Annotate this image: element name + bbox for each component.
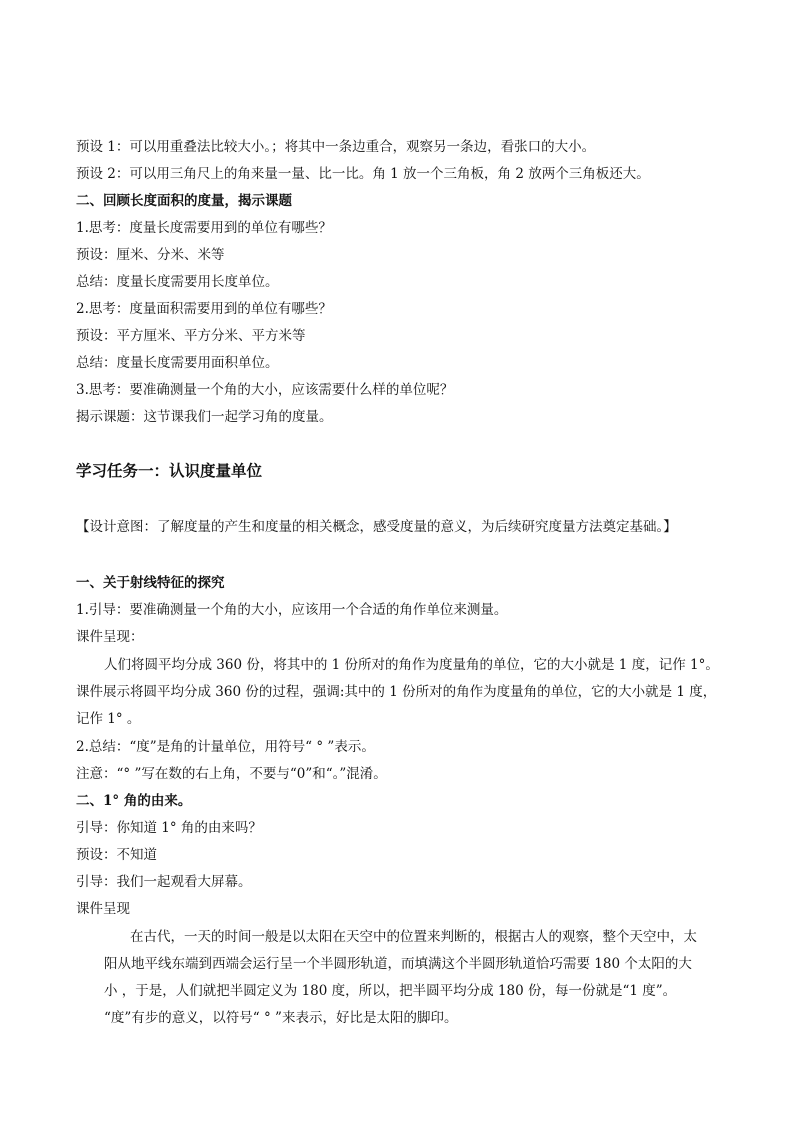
think-length-line: 1.思考：度量长度需要用到的单位有哪些？ bbox=[76, 220, 332, 236]
reveal-topic-line: 揭示课题：这节课我们一起学习角的度量。 bbox=[76, 409, 333, 425]
guide-measure-line: 1.引导：要准确测量一个角的大小，应该用一个合适的角作单位来测量。 bbox=[76, 602, 508, 618]
ancient-paragraph-line-1: 在古代，一天的时间一般是以太阳在天空中的位置来判断的，根据古人的观察，整个天空中，太 bbox=[130, 929, 697, 945]
think-area-line: 2.思考：度量面积需要用到的单位有哪些？ bbox=[76, 301, 332, 317]
section-heading-ray: 一、关于射线特征的探究 bbox=[76, 575, 225, 591]
guide-origin-line: 引导：你知道 1° 角的由来吗？ bbox=[76, 820, 262, 836]
preset-2-line: 预设 2：可以用三角尺上的角来量一量、比一比。角 1 放一个三角板，角 2 放两个三角板还大。 bbox=[76, 166, 650, 182]
preset-unknown-line: 预设：不知道 bbox=[76, 847, 157, 863]
section-heading-review: 二、回顾长度面积的度量，揭示课题 bbox=[76, 193, 292, 209]
circle-360-line: 人们将圆平均分成 360 份，将其中的 1 份所对的角作为度量角的单位，它的大小就是 1 度，记作 1°。 bbox=[104, 657, 719, 673]
courseware-present-line-2: 课件呈现 bbox=[76, 901, 130, 917]
summary-length-line: 总结：度量长度需要用长度单位。 bbox=[76, 274, 279, 290]
preset-1-line: 预设 1：可以用重叠法比较大小。；将其中一条边重合，观察另一条边，看张口的大小。 bbox=[76, 139, 596, 155]
preset-area-line: 预设：平方厘米、平方分米、平方米等 bbox=[76, 328, 306, 344]
summary-degree-line: 2.总结：“度”是角的计量单位，用符号“ ° ”表示。 bbox=[76, 739, 375, 755]
guide-screen-line: 引导：我们一起观看大屏幕。 bbox=[76, 874, 252, 890]
design-intent-line: 【设计意图：了解度量的产生和度量的相关概念，感受度量的意义，为后续研究度量方法奠定基础。】 bbox=[76, 519, 677, 535]
summary-area-line: 总结：度量长度需要用面积单位。 bbox=[76, 355, 279, 371]
ancient-paragraph-line-3: 小 ，于是，人们就把半圆定义为 180 度，所以，把半圆平均分成 180 份，每一份就是“1 度”。 bbox=[104, 983, 677, 999]
notation-1-degree-line: 记作 1° 。 bbox=[76, 711, 141, 727]
ancient-paragraph-line-2: 阳从地平线东端到西端会运行呈一个半圆形轨道，而填满这个半圆形轨道恰巧需要 180 个太阳的大 bbox=[104, 956, 692, 972]
think-angle-unit-line: 3.思考：要准确测量一个角的大小，应该需要什么样的单位呢？ bbox=[76, 382, 454, 398]
courseware-present-line: 课件呈现： bbox=[76, 629, 144, 645]
section-heading-origin: 二、1° 角的由来。 bbox=[76, 793, 192, 809]
note-degree-line: 注意：“° ”写在数的右上角，不要与“0”和“。”混淆。 bbox=[76, 766, 387, 782]
learning-task-heading: 学习任务一：认识度量单位 bbox=[76, 461, 263, 480]
preset-length-line: 预设：厘米、分米、米等 bbox=[76, 247, 225, 263]
courseware-show-line: 课件展示将圆平均分成 360 份的过程，强调:其中的 1 份所对的角作为度量角的单位，它的大小就是 1 度， bbox=[76, 684, 717, 700]
degree-meaning-line: “度”有步的意义，以符号“ ° ”来表示，好比是太阳的脚印。 bbox=[104, 1010, 458, 1026]
